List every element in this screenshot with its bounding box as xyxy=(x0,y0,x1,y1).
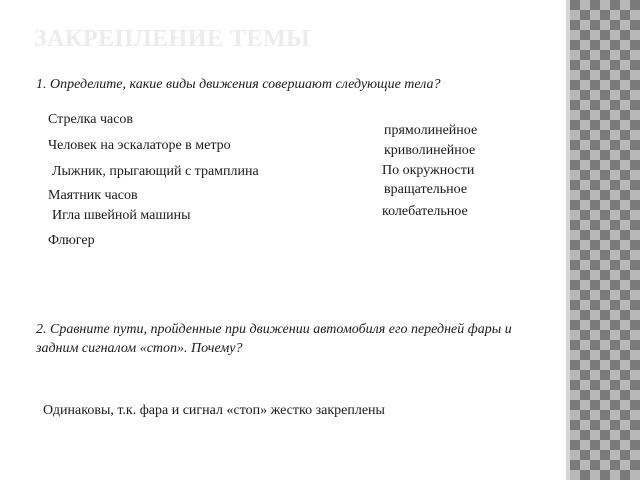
slide-title: ЗАКРЕПЛЕНИЕ ТЕМЫ xyxy=(34,26,311,52)
body-item: Лыжник, прыгающий с трамплина xyxy=(52,164,259,179)
answer-2: Одинаковы, т.к. фара и сигнал «стоп» жестко закреплены xyxy=(43,403,385,418)
decorative-pattern xyxy=(570,0,640,480)
question-1: 1. Определите, какие виды движения совершают следующие тела? xyxy=(36,77,441,92)
question-2: 2. Сравните пути, пройденные при движении автомобиля его передней фары и задним сигналом «стоп». Почему? xyxy=(36,322,512,356)
motion-type-item: прямолинейное xyxy=(384,123,478,138)
body-item: Маятник часов xyxy=(48,188,138,203)
motion-type-item: вращательное xyxy=(384,182,468,197)
motion-type-item: колебательное xyxy=(382,204,468,219)
body-item: Флюгер xyxy=(48,233,95,248)
body-item: Человек на эскалаторе в метро xyxy=(48,138,231,153)
motion-type-item: криволинейное xyxy=(384,143,476,158)
body-item: Игла швейной машины xyxy=(52,208,191,223)
body-item: Стрелка часов xyxy=(48,112,134,127)
motion-type-item: По окружности xyxy=(382,163,475,178)
